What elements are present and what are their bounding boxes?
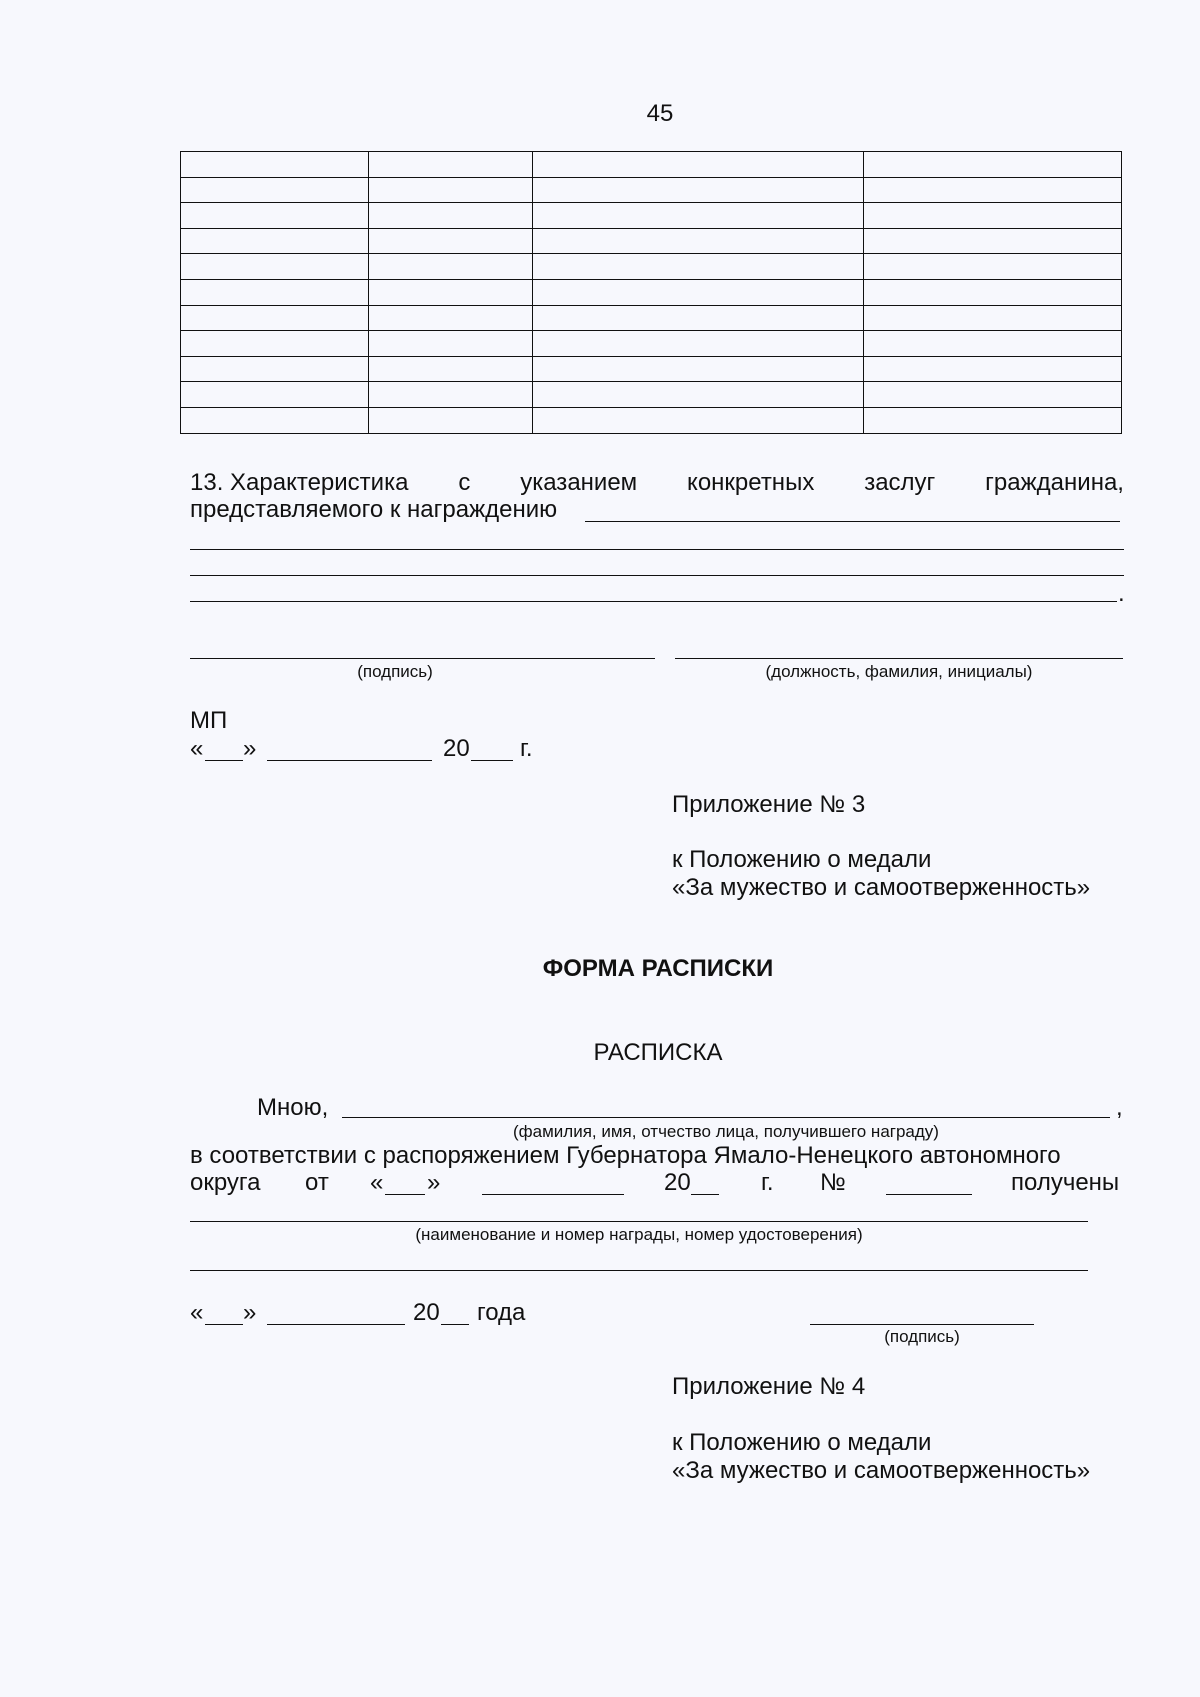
stamp-place: МП bbox=[190, 707, 228, 734]
receipt-signature-line[interactable] bbox=[810, 1324, 1034, 1325]
table-row bbox=[181, 177, 1122, 203]
order-number-blank[interactable] bbox=[886, 1194, 972, 1195]
table-cell[interactable] bbox=[181, 152, 369, 178]
table-cell[interactable] bbox=[864, 407, 1122, 433]
accordance-line: в соответствии с распоряжением Губернатора Ямало-Ненецкого автономного bbox=[190, 1142, 1061, 1169]
table-cell[interactable] bbox=[369, 305, 533, 331]
receipt-date-open: « bbox=[190, 1299, 204, 1326]
order-date-close: » bbox=[427, 1169, 441, 1196]
item13-word: указанием bbox=[520, 469, 638, 496]
name-blank[interactable] bbox=[342, 1117, 1110, 1118]
table-cell[interactable] bbox=[532, 203, 863, 229]
date-open-quote: « bbox=[190, 735, 204, 762]
order-month-blank[interactable] bbox=[482, 1194, 624, 1195]
table-cell[interactable] bbox=[864, 331, 1122, 357]
name-caption: (фамилия, имя, отчество лица, получившего награду) bbox=[513, 1122, 939, 1141]
order-year-prefix: 20 bbox=[664, 1169, 691, 1196]
appendix3-line2: «За мужество и самоотверженность» bbox=[672, 874, 1091, 901]
table-row bbox=[181, 203, 1122, 229]
table-cell[interactable] bbox=[532, 254, 863, 280]
data-table bbox=[180, 151, 1122, 434]
award-blank[interactable] bbox=[190, 1221, 1088, 1222]
order-date-open: « bbox=[370, 1169, 384, 1196]
item13-word: 13. Характеристика bbox=[190, 469, 409, 496]
table-row bbox=[181, 279, 1122, 305]
table-cell[interactable] bbox=[532, 279, 863, 305]
table-cell[interactable] bbox=[181, 228, 369, 254]
year-prefix: 20 bbox=[443, 735, 470, 762]
day-blank[interactable] bbox=[205, 760, 243, 761]
table-cell[interactable] bbox=[532, 407, 863, 433]
table-cell[interactable] bbox=[369, 382, 533, 408]
table-cell[interactable] bbox=[181, 356, 369, 382]
table-cell[interactable] bbox=[864, 305, 1122, 331]
table-cell[interactable] bbox=[864, 177, 1122, 203]
blank-line[interactable] bbox=[190, 601, 1117, 602]
table-cell[interactable] bbox=[532, 177, 863, 203]
signature-line[interactable] bbox=[190, 658, 655, 659]
year-blank[interactable] bbox=[471, 760, 513, 761]
table-cell[interactable] bbox=[369, 331, 533, 357]
mnoyu-label: Мною, bbox=[257, 1094, 329, 1121]
table-cell[interactable] bbox=[181, 279, 369, 305]
received-word: получены bbox=[1011, 1169, 1120, 1196]
receipt-signature-caption: (подпись) bbox=[884, 1327, 960, 1346]
table-cell[interactable] bbox=[864, 382, 1122, 408]
item13-word: с bbox=[458, 469, 471, 496]
receipt-year-word: года bbox=[477, 1299, 526, 1326]
order-number-sign: № bbox=[820, 1169, 846, 1196]
month-blank[interactable] bbox=[267, 760, 432, 761]
item13-line1 bbox=[190, 469, 1124, 497]
table-row bbox=[181, 331, 1122, 357]
receipt-year-blank[interactable] bbox=[441, 1324, 469, 1325]
appendix4-title: Приложение № 4 bbox=[672, 1373, 866, 1400]
table-cell[interactable] bbox=[181, 254, 369, 280]
blank-line[interactable] bbox=[585, 521, 1120, 522]
table-cell[interactable] bbox=[864, 228, 1122, 254]
appendix3-title: Приложение № 3 bbox=[672, 791, 866, 818]
blank-line[interactable] bbox=[190, 549, 1124, 550]
table-cell[interactable] bbox=[864, 356, 1122, 382]
table-row bbox=[181, 356, 1122, 382]
table-cell[interactable] bbox=[864, 152, 1122, 178]
mnoyu-comma: , bbox=[1116, 1094, 1123, 1121]
table-cell[interactable] bbox=[181, 407, 369, 433]
table-cell[interactable] bbox=[864, 254, 1122, 280]
table-cell[interactable] bbox=[532, 152, 863, 178]
receipt-month-blank[interactable] bbox=[267, 1324, 405, 1325]
position-line[interactable] bbox=[675, 658, 1123, 659]
order-g: г. bbox=[761, 1169, 774, 1196]
table-cell[interactable] bbox=[532, 228, 863, 254]
table-cell[interactable] bbox=[369, 177, 533, 203]
page-number: 45 bbox=[646, 100, 674, 127]
item13-word: заслуг bbox=[864, 469, 936, 496]
item13-word: гражданина, bbox=[985, 469, 1124, 496]
table-row bbox=[181, 152, 1122, 178]
order-day-blank[interactable] bbox=[385, 1194, 425, 1195]
table-cell[interactable] bbox=[181, 305, 369, 331]
table-cell[interactable] bbox=[532, 356, 863, 382]
ot-word: от bbox=[305, 1169, 329, 1196]
appendix4-line2: «За мужество и самоотверженность» bbox=[672, 1457, 1091, 1484]
position-caption: (должность, фамилия, инициалы) bbox=[765, 662, 1033, 681]
date-close-quote: » bbox=[243, 735, 257, 762]
table-row bbox=[181, 305, 1122, 331]
receipt-year-prefix: 20 bbox=[413, 1299, 440, 1326]
table-row bbox=[181, 382, 1122, 408]
table-cell[interactable] bbox=[369, 356, 533, 382]
okruga-word: округа bbox=[190, 1169, 261, 1196]
table-cell[interactable] bbox=[181, 203, 369, 229]
table-cell[interactable] bbox=[369, 407, 533, 433]
year-suffix: г. bbox=[520, 735, 533, 762]
item13-word: конкретных bbox=[687, 469, 815, 496]
receipt-date-close: » bbox=[243, 1299, 257, 1326]
table-row bbox=[181, 254, 1122, 280]
table-cell[interactable] bbox=[369, 228, 533, 254]
table-row bbox=[181, 228, 1122, 254]
table-cell[interactable] bbox=[864, 279, 1122, 305]
table-cell[interactable] bbox=[532, 382, 863, 408]
table-cell[interactable] bbox=[532, 305, 863, 331]
signature-caption: (подпись) bbox=[357, 662, 433, 681]
appendix4-line1: к Положению о медали bbox=[672, 1429, 932, 1456]
table-cell[interactable] bbox=[181, 382, 369, 408]
receipt-day-blank[interactable] bbox=[205, 1324, 243, 1325]
appendix3-line1: к Положению о медали bbox=[672, 846, 932, 873]
award-caption: (наименование и номер награды, номер удостоверения) bbox=[415, 1225, 863, 1244]
table-cell[interactable] bbox=[532, 331, 863, 357]
table-cell[interactable] bbox=[181, 331, 369, 357]
order-year-blank[interactable] bbox=[691, 1194, 719, 1195]
item13-line2: представляемого к награждению bbox=[190, 496, 558, 523]
form-heading: ФОРМА РАСПИСКИ bbox=[542, 955, 774, 982]
item13-end-mark: . bbox=[1118, 580, 1125, 607]
table-cell[interactable] bbox=[181, 177, 369, 203]
table-row bbox=[181, 407, 1122, 433]
table-cell[interactable] bbox=[369, 279, 533, 305]
award-blank-2[interactable] bbox=[190, 1270, 1088, 1271]
table-cell[interactable] bbox=[369, 254, 533, 280]
table-cell[interactable] bbox=[369, 152, 533, 178]
table-cell[interactable] bbox=[864, 203, 1122, 229]
form-subheading: РАСПИСКА bbox=[593, 1039, 723, 1066]
blank-line[interactable] bbox=[190, 575, 1124, 576]
table-cell[interactable] bbox=[369, 203, 533, 229]
